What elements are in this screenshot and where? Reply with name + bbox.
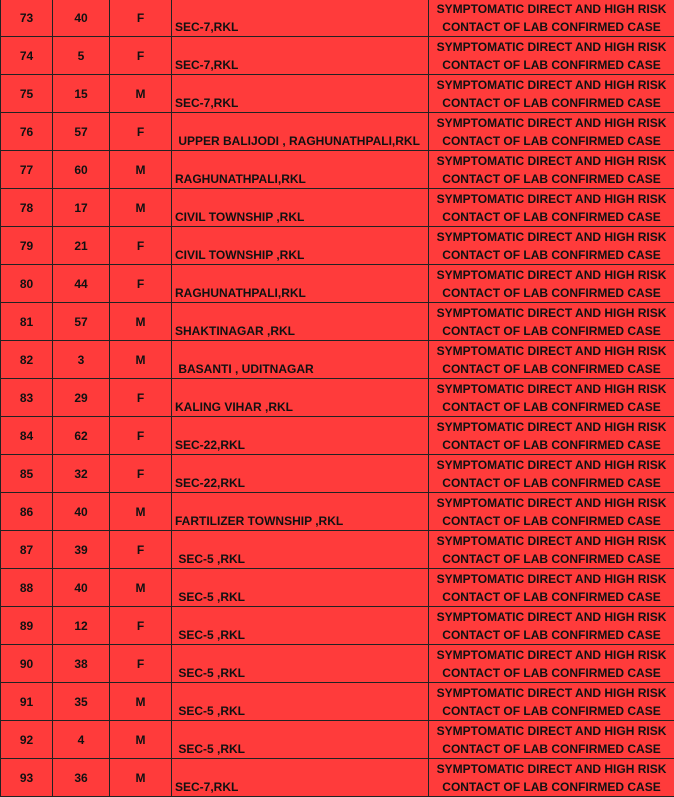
table-row xyxy=(1,759,674,797)
age-cell: 57 xyxy=(53,303,110,341)
address-cell: UPPER BALIJODI , RAGHUNATHPALI,RKL xyxy=(172,113,429,151)
address-cell: SHAKTINAGAR ,RKL xyxy=(172,303,429,341)
category-line-1: SYMPTOMATIC DIRECT AND HIGH RISK xyxy=(429,570,674,588)
category-line-1: SYMPTOMATIC DIRECT AND HIGH RISK xyxy=(429,684,674,702)
category-line-1: SYMPTOMATIC DIRECT AND HIGH RISK xyxy=(429,532,674,550)
table-row xyxy=(1,341,674,379)
category-line-2: CONTACT OF LAB CONFIRMED CASE xyxy=(429,132,674,150)
serial-number-cell: 77 xyxy=(1,151,53,189)
table-row xyxy=(1,531,674,569)
table-row xyxy=(1,113,674,151)
sex-cell: M xyxy=(110,759,172,797)
category-line-1: SYMPTOMATIC DIRECT AND HIGH RISK xyxy=(429,418,674,436)
category-line-2: CONTACT OF LAB CONFIRMED CASE xyxy=(429,18,674,36)
category-line-2: CONTACT OF LAB CONFIRMED CASE xyxy=(429,740,674,758)
category-cell xyxy=(429,151,674,189)
category-cell xyxy=(429,303,674,341)
category-cell xyxy=(429,531,674,569)
serial-number-cell: 93 xyxy=(1,759,53,797)
category-line-2: CONTACT OF LAB CONFIRMED CASE xyxy=(429,436,674,454)
sex-cell: F xyxy=(110,37,172,75)
serial-number-cell: 92 xyxy=(1,721,53,759)
category-line-1: SYMPTOMATIC DIRECT AND HIGH RISK xyxy=(429,646,674,664)
serial-number-cell: 73 xyxy=(1,0,53,37)
address-cell: RAGHUNATHPALI,RKL xyxy=(172,265,429,303)
category-cell xyxy=(429,455,674,493)
serial-number-cell: 81 xyxy=(1,303,53,341)
table-row xyxy=(1,303,674,341)
address-cell: SEC-7,RKL xyxy=(172,759,429,797)
serial-number-cell: 76 xyxy=(1,113,53,151)
sex-cell: F xyxy=(110,607,172,645)
sex-cell: F xyxy=(110,0,172,37)
category-line-2: CONTACT OF LAB CONFIRMED CASE xyxy=(429,246,674,264)
category-line-2: CONTACT OF LAB CONFIRMED CASE xyxy=(429,94,674,112)
category-line-2: CONTACT OF LAB CONFIRMED CASE xyxy=(429,474,674,492)
category-cell xyxy=(429,265,674,303)
table-row xyxy=(1,645,674,683)
category-line-1: SYMPTOMATIC DIRECT AND HIGH RISK xyxy=(429,266,674,284)
table-row xyxy=(1,37,674,75)
category-line-1: SYMPTOMATIC DIRECT AND HIGH RISK xyxy=(429,228,674,246)
category-line-1: SYMPTOMATIC DIRECT AND HIGH RISK xyxy=(429,380,674,398)
category-line-1: SYMPTOMATIC DIRECT AND HIGH RISK xyxy=(429,76,674,94)
table-row xyxy=(1,75,674,113)
category-line-1: SYMPTOMATIC DIRECT AND HIGH RISK xyxy=(429,494,674,512)
age-cell: 38 xyxy=(53,645,110,683)
category-line-1: SYMPTOMATIC DIRECT AND HIGH RISK xyxy=(429,304,674,322)
sex-cell: M xyxy=(110,683,172,721)
category-cell xyxy=(429,645,674,683)
sex-cell: M xyxy=(110,569,172,607)
category-cell xyxy=(429,493,674,531)
table-row xyxy=(1,189,674,227)
age-cell: 57 xyxy=(53,113,110,151)
category-line-2: CONTACT OF LAB CONFIRMED CASE xyxy=(429,284,674,302)
address-cell: SEC-5 ,RKL xyxy=(172,645,429,683)
sex-cell: M xyxy=(110,493,172,531)
category-line-2: CONTACT OF LAB CONFIRMED CASE xyxy=(429,360,674,378)
sex-cell: M xyxy=(110,189,172,227)
address-cell: BASANTI , UDITNAGAR xyxy=(172,341,429,379)
category-line-2: CONTACT OF LAB CONFIRMED CASE xyxy=(429,208,674,226)
category-cell xyxy=(429,607,674,645)
serial-number-cell: 84 xyxy=(1,417,53,455)
address-cell: SEC-7,RKL xyxy=(172,0,429,37)
category-cell xyxy=(429,0,674,37)
category-line-2: CONTACT OF LAB CONFIRMED CASE xyxy=(429,322,674,340)
age-cell: 60 xyxy=(53,151,110,189)
sex-cell: F xyxy=(110,455,172,493)
address-cell: KALING VIHAR ,RKL xyxy=(172,379,429,417)
age-cell: 21 xyxy=(53,227,110,265)
table-row xyxy=(1,721,674,759)
category-line-2: CONTACT OF LAB CONFIRMED CASE xyxy=(429,56,674,74)
category-line-2: CONTACT OF LAB CONFIRMED CASE xyxy=(429,398,674,416)
sex-cell: M xyxy=(110,721,172,759)
age-cell: 44 xyxy=(53,265,110,303)
address-cell: SEC-7,RKL xyxy=(172,37,429,75)
serial-number-cell: 90 xyxy=(1,645,53,683)
address-cell: SEC-7,RKL xyxy=(172,75,429,113)
table-row xyxy=(1,683,674,721)
category-cell xyxy=(429,113,674,151)
table-row xyxy=(1,607,674,645)
serial-number-cell: 83 xyxy=(1,379,53,417)
age-cell: 35 xyxy=(53,683,110,721)
sex-cell: F xyxy=(110,531,172,569)
table-row xyxy=(1,0,674,37)
age-cell: 40 xyxy=(53,0,110,37)
serial-number-cell: 82 xyxy=(1,341,53,379)
case-table-body xyxy=(1,0,674,797)
category-line-1: SYMPTOMATIC DIRECT AND HIGH RISK xyxy=(429,342,674,360)
serial-number-cell: 80 xyxy=(1,265,53,303)
serial-number-cell: 86 xyxy=(1,493,53,531)
category-line-1: SYMPTOMATIC DIRECT AND HIGH RISK xyxy=(429,456,674,474)
category-cell xyxy=(429,721,674,759)
category-line-1: SYMPTOMATIC DIRECT AND HIGH RISK xyxy=(429,190,674,208)
sex-cell: F xyxy=(110,265,172,303)
category-line-1: SYMPTOMATIC DIRECT AND HIGH RISK xyxy=(429,0,674,18)
age-cell: 12 xyxy=(53,607,110,645)
table-row xyxy=(1,151,674,189)
serial-number-cell: 87 xyxy=(1,531,53,569)
serial-number-cell: 79 xyxy=(1,227,53,265)
age-cell: 15 xyxy=(53,75,110,113)
category-cell xyxy=(429,759,674,797)
category-line-2: CONTACT OF LAB CONFIRMED CASE xyxy=(429,512,674,530)
age-cell: 36 xyxy=(53,759,110,797)
category-line-2: CONTACT OF LAB CONFIRMED CASE xyxy=(429,778,674,796)
serial-number-cell: 74 xyxy=(1,37,53,75)
category-line-2: CONTACT OF LAB CONFIRMED CASE xyxy=(429,550,674,568)
sex-cell: F xyxy=(110,227,172,265)
address-cell: SEC-5 ,RKL xyxy=(172,531,429,569)
sex-cell: F xyxy=(110,113,172,151)
category-cell xyxy=(429,417,674,455)
address-cell: CIVIL TOWNSHIP ,RKL xyxy=(172,189,429,227)
age-cell: 62 xyxy=(53,417,110,455)
sex-cell: F xyxy=(110,645,172,683)
category-line-1: SYMPTOMATIC DIRECT AND HIGH RISK xyxy=(429,760,674,778)
category-line-1: SYMPTOMATIC DIRECT AND HIGH RISK xyxy=(429,608,674,626)
age-cell: 17 xyxy=(53,189,110,227)
category-line-2: CONTACT OF LAB CONFIRMED CASE xyxy=(429,626,674,644)
category-line-2: CONTACT OF LAB CONFIRMED CASE xyxy=(429,588,674,606)
category-line-1: SYMPTOMATIC DIRECT AND HIGH RISK xyxy=(429,722,674,740)
serial-number-cell: 89 xyxy=(1,607,53,645)
category-line-2: CONTACT OF LAB CONFIRMED CASE xyxy=(429,664,674,682)
category-cell xyxy=(429,341,674,379)
serial-number-cell: 91 xyxy=(1,683,53,721)
sex-cell: F xyxy=(110,379,172,417)
age-cell: 39 xyxy=(53,531,110,569)
address-cell: FARTILIZER TOWNSHIP ,RKL xyxy=(172,493,429,531)
address-cell: SEC-5 ,RKL xyxy=(172,721,429,759)
table-row xyxy=(1,569,674,607)
age-cell: 32 xyxy=(53,455,110,493)
age-cell: 3 xyxy=(53,341,110,379)
age-cell: 29 xyxy=(53,379,110,417)
category-cell xyxy=(429,569,674,607)
age-cell: 40 xyxy=(53,569,110,607)
table-row xyxy=(1,227,674,265)
address-cell: SEC-5 ,RKL xyxy=(172,607,429,645)
category-line-1: SYMPTOMATIC DIRECT AND HIGH RISK xyxy=(429,114,674,132)
table-row xyxy=(1,379,674,417)
serial-number-cell: 85 xyxy=(1,455,53,493)
category-cell xyxy=(429,75,674,113)
address-cell: SEC-22,RKL xyxy=(172,417,429,455)
age-cell: 5 xyxy=(53,37,110,75)
category-line-1: SYMPTOMATIC DIRECT AND HIGH RISK xyxy=(429,38,674,56)
address-cell: CIVIL TOWNSHIP ,RKL xyxy=(172,227,429,265)
category-cell xyxy=(429,189,674,227)
sex-cell: F xyxy=(110,417,172,455)
sex-cell: M xyxy=(110,303,172,341)
address-cell: SEC-5 ,RKL xyxy=(172,569,429,607)
table-row xyxy=(1,265,674,303)
address-cell: SEC-22,RKL xyxy=(172,455,429,493)
category-line-2: CONTACT OF LAB CONFIRMED CASE xyxy=(429,170,674,188)
sex-cell: M xyxy=(110,151,172,189)
table-row xyxy=(1,455,674,493)
serial-number-cell: 88 xyxy=(1,569,53,607)
age-cell: 4 xyxy=(53,721,110,759)
category-line-1: SYMPTOMATIC DIRECT AND HIGH RISK xyxy=(429,152,674,170)
serial-number-cell: 75 xyxy=(1,75,53,113)
age-cell: 40 xyxy=(53,493,110,531)
category-cell xyxy=(429,227,674,265)
sex-cell: M xyxy=(110,75,172,113)
table-row xyxy=(1,417,674,455)
address-cell: RAGHUNATHPALI,RKL xyxy=(172,151,429,189)
serial-number-cell: 78 xyxy=(1,189,53,227)
category-cell xyxy=(429,379,674,417)
sex-cell: M xyxy=(110,341,172,379)
category-cell xyxy=(429,37,674,75)
category-cell xyxy=(429,683,674,721)
category-line-2: CONTACT OF LAB CONFIRMED CASE xyxy=(429,702,674,720)
table-row xyxy=(1,493,674,531)
address-cell: SEC-5 ,RKL xyxy=(172,683,429,721)
